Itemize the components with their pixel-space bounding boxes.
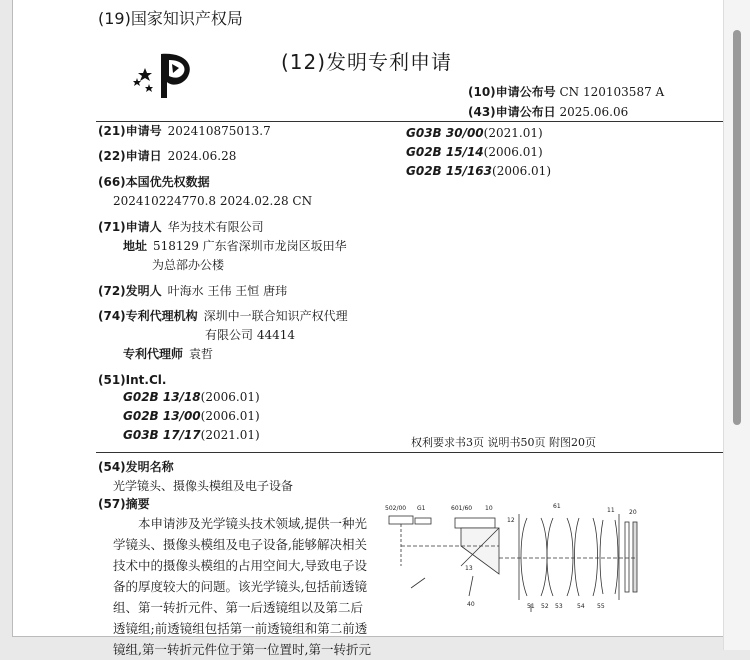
- int-cl-1: G02B 13/18(2006.01): [123, 390, 260, 404]
- int-cl-label: (51)Int.Cl.: [98, 373, 167, 387]
- fig-label-10: 10: [485, 505, 493, 512]
- int-cl-2: G02B 13/00(2006.01): [123, 409, 260, 423]
- fig-label-g1: G1: [417, 505, 426, 512]
- patent-agent: 专利代理师 袁哲: [123, 347, 214, 361]
- right-cls-3: G02B 15/163(2006.01): [406, 164, 552, 178]
- fig-label-13: 13: [465, 565, 473, 572]
- pub-date-value: 2025.06.06: [559, 105, 629, 119]
- abstract-figure: [381, 496, 643, 616]
- document-type: (12)发明专利申请: [281, 50, 453, 74]
- application-number: (21)申请号 202410875013.7: [98, 124, 271, 138]
- fig-label-55: 55: [597, 603, 605, 610]
- vertical-scrollbar[interactable]: [723, 0, 750, 650]
- office-name: (19)国家知识产权局: [98, 9, 243, 28]
- right-cls-1: G03B 30/00(2021.01): [406, 126, 543, 140]
- scrollbar-thumb[interactable]: [733, 30, 741, 425]
- priority-label: (66)本国优先权数据: [98, 175, 210, 189]
- right-cls-2: G02B 15/14(2006.01): [406, 145, 543, 159]
- fig-label-54: 54: [577, 603, 585, 610]
- fig-label-53: 53: [555, 603, 563, 610]
- fig-label-40: 40: [467, 601, 475, 608]
- divider-bottom: [96, 452, 726, 453]
- cnipa-logo-icon: [131, 46, 201, 101]
- pub-date-label: (43)申请公布日: [468, 105, 556, 119]
- pub-number-label: (10)申请公布号: [468, 85, 556, 99]
- fig-label-502: 502/00: [385, 505, 407, 512]
- inventors: (72)发明人 叶海水 王伟 王恒 唐玮: [98, 284, 288, 298]
- address: 地址 518129 广东省深圳市龙岗区坂田华: [123, 239, 347, 253]
- priority-value: 202410224770.8 2024.02.28 CN: [113, 194, 313, 208]
- agency: (74)专利代理机构 深圳中一联合知识产权代理: [98, 309, 348, 323]
- agency-line2: 有限公司 44414: [205, 328, 295, 342]
- fig-label-11: 11: [607, 507, 615, 514]
- invention-title: 光学镜头、摄像头模组及电子设备: [113, 479, 294, 493]
- fig-label-601: 601/60: [451, 505, 473, 512]
- fig-label-61: 61: [553, 503, 561, 510]
- fig-label-12: 12: [507, 517, 515, 524]
- pub-number-value: CN 120103587 A: [559, 85, 665, 99]
- address-line2: 为总部办公楼: [152, 258, 225, 272]
- fig-label-52: 52: [541, 603, 549, 610]
- int-cl-3: G03B 17/17(2021.01): [123, 428, 260, 442]
- title-label: (54)发明名称: [98, 460, 174, 474]
- fig-label-51: 51: [527, 603, 535, 610]
- application-date: (22)申请日 2024.06.28: [98, 149, 237, 163]
- abstract-text: 本申请涉及光学镜头技术领域,提供一种光学镜头、摄像头模组及电子设备,能够解决相关技术中的摄像头模组的占用空间大,导致电子设备的厚度较大的问题。该光学镜头,包括前透镜组、第一转折元件、第一后透镜组以及第二后透镜组;前透镜组包括第一前透镜组和第二前透镜组,第一转折元件位于第一位置时,第一转折元: [113, 516, 371, 657]
- patent-page: [12, 0, 726, 657]
- publication-info: [468, 82, 664, 122]
- page-count: 权利要求书3页 说明书50页 附图20页: [411, 436, 596, 449]
- fig-label-20: 20: [629, 509, 637, 516]
- applicant: (71)申请人 华为技术有限公司: [98, 220, 264, 234]
- abstract-label: (57)摘要: [98, 497, 150, 511]
